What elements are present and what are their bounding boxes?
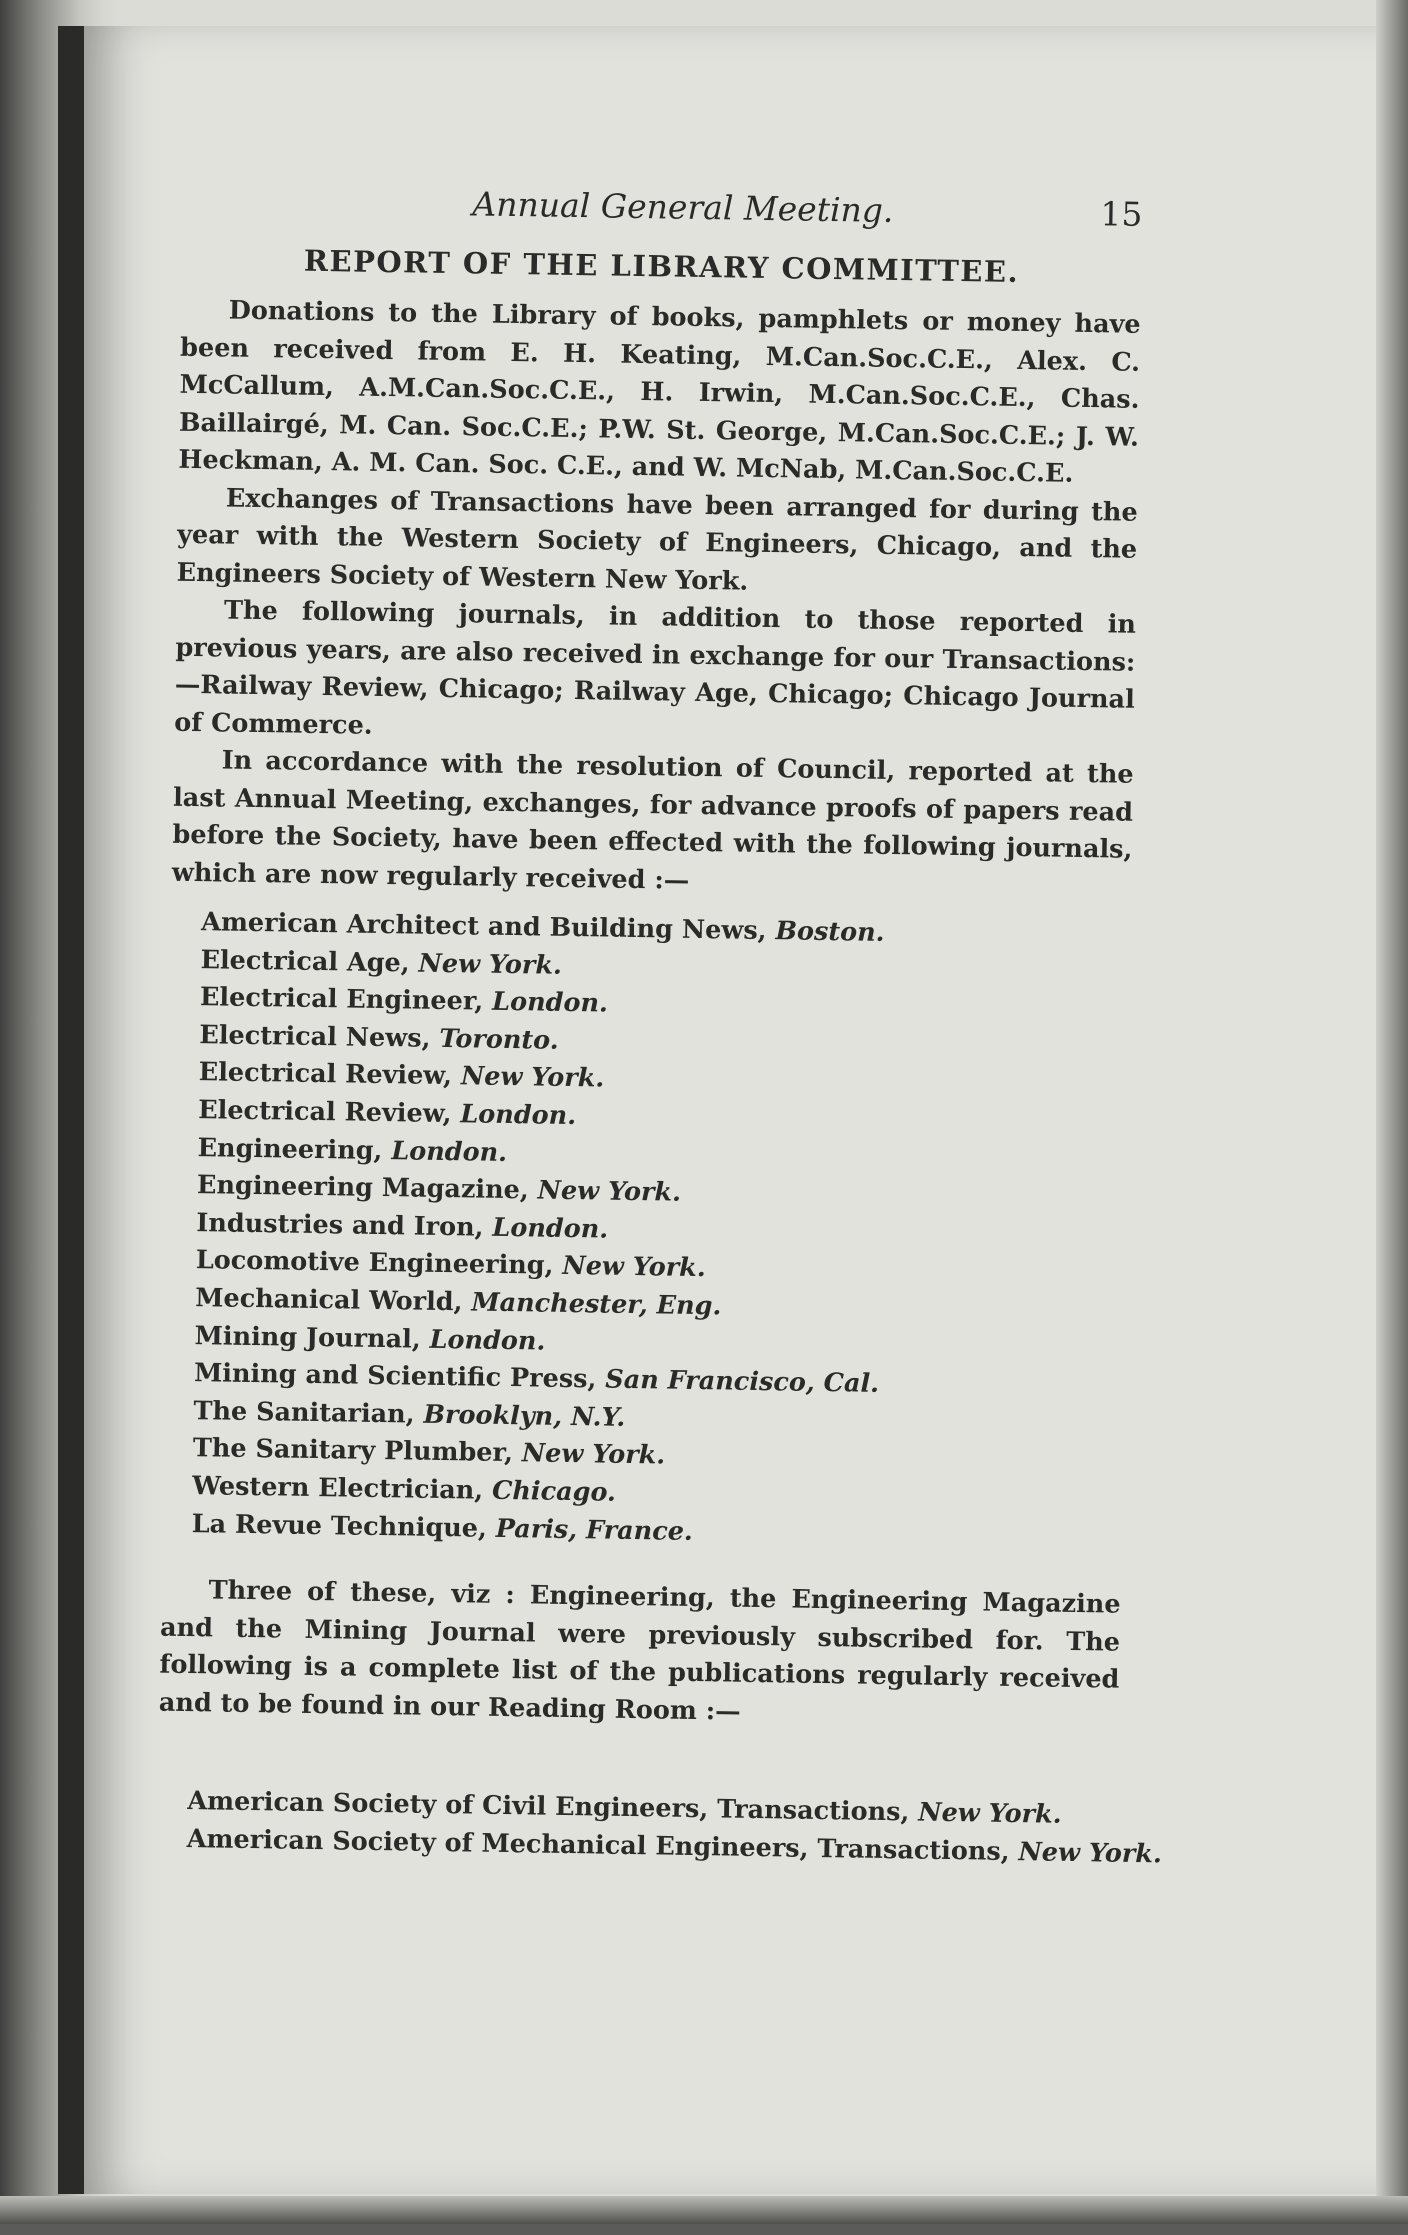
paragraph-exchanges: Exchanges of Transactions have been arranged for during the year with the Western Society of Engineers, Chicago, and the Engineers Society of Western New York. bbox=[176, 482, 1138, 597]
journal-name: Locomotive Engineering, bbox=[195, 1245, 554, 1282]
journal-place: London. bbox=[391, 1135, 508, 1168]
closing-body bbox=[159, 1572, 1121, 1737]
paragraph-journals-received: The following journals, in addition to those reported in previous years, are also received in exchange for our Transactions:—Railway Review, Chicago; Railway Age, Chicago; Chicago Journal of Commerce. bbox=[174, 595, 1137, 741]
journal-place: New York. bbox=[460, 1061, 605, 1094]
publication-place: New York. bbox=[918, 1797, 1062, 1830]
journal-name: Mining and Scientific Press, bbox=[193, 1358, 597, 1395]
journal-name: American Architect and Building News, bbox=[200, 907, 767, 947]
paragraph-closing: Three of these, viz : Engineering, the Engineering Magazine and the Mining Journal were previously subscribed for. The following is a complete list of the publications regularly received and to be found in our Reading Room :— bbox=[158, 1575, 1121, 1727]
journal-place: London. bbox=[492, 1212, 609, 1245]
running-head: Annual General Meeting. bbox=[472, 184, 894, 230]
journal-name: Western Electrician, bbox=[192, 1470, 484, 1506]
journal-name: Electrical News, bbox=[199, 1019, 431, 1054]
publication-name: American Society of Mechanical Engineers, Transactions, bbox=[186, 1824, 1010, 1867]
journal-place: Brooklyn, N.Y. bbox=[423, 1399, 626, 1433]
journal-place: London. bbox=[429, 1324, 546, 1357]
reading-room-list bbox=[156, 1782, 1163, 1873]
journal-place: New York. bbox=[562, 1251, 706, 1284]
journal-place: London. bbox=[460, 1099, 577, 1132]
journal-place: New York. bbox=[521, 1438, 666, 1471]
journal-name: Industries and Iron, bbox=[196, 1207, 484, 1243]
journal-place: Chicago. bbox=[491, 1475, 617, 1508]
paragraph-donations: Donations to the Library of books, pamphlets or money have been received from E. H. Keating, M.Can.Soc.C.E., Alex. C. McCallum, A.M.Can.Soc.C.E., H. Irwin, M.Can.Soc.C.E., Chas. Baillairgé, M. Can. Soc.C.E.; P.W. St. George, M.Can.Soc.C.E.; J. W. Heckman, A. M. Can. Soc. C.E., and W. McNab, M.Can.Soc.C.E. bbox=[178, 295, 1141, 489]
journal-list bbox=[191, 904, 1101, 1557]
journal-name: La Revue Technique, bbox=[191, 1508, 488, 1544]
journal-name: The Sanitary Plumber, bbox=[192, 1433, 514, 1469]
journal-name: Electrical Engineer, bbox=[199, 982, 484, 1017]
paragraph-advance-proofs: In accordance with the resolution of Council, reported at the last Annual Meeting, exchanges, for advance proofs of papers read before the Society, have been effected with the following journals, which are now regularly received :— bbox=[171, 745, 1134, 896]
journal-name: Electrical Review, bbox=[197, 1095, 452, 1130]
journal-name: Electrical Review, bbox=[198, 1057, 453, 1092]
report-body bbox=[172, 292, 1141, 907]
publication-name: American Society of Civil Engineers, Transactions, bbox=[187, 1786, 910, 1828]
journal-place: Toronto. bbox=[439, 1023, 559, 1056]
page-header bbox=[182, 180, 1143, 245]
journal-name: Electrical Age, bbox=[200, 944, 410, 979]
journal-place: Manchester, Eng. bbox=[471, 1287, 722, 1322]
journal-place: Paris, France. bbox=[495, 1513, 694, 1547]
journal-place: Boston. bbox=[775, 916, 885, 948]
journal-name: Engineering, bbox=[197, 1132, 383, 1166]
section-title: REPORT OF THE LIBRARY COMMITTEE. bbox=[303, 243, 1020, 289]
journal-place: New York. bbox=[537, 1175, 682, 1208]
page-number: 15 bbox=[1100, 194, 1143, 234]
journal-place: San Francisco, Cal. bbox=[605, 1364, 880, 1399]
journal-name: Engineering Magazine, bbox=[196, 1170, 529, 1206]
publication-place: New York. bbox=[1018, 1837, 1163, 1870]
journal-name: Mining Journal, bbox=[194, 1320, 421, 1355]
journal-name: The Sanitarian, bbox=[193, 1395, 415, 1430]
journal-place: New York. bbox=[418, 948, 563, 981]
journal-place: London. bbox=[491, 986, 609, 1019]
journal-name: Mechanical World, bbox=[195, 1283, 463, 1318]
